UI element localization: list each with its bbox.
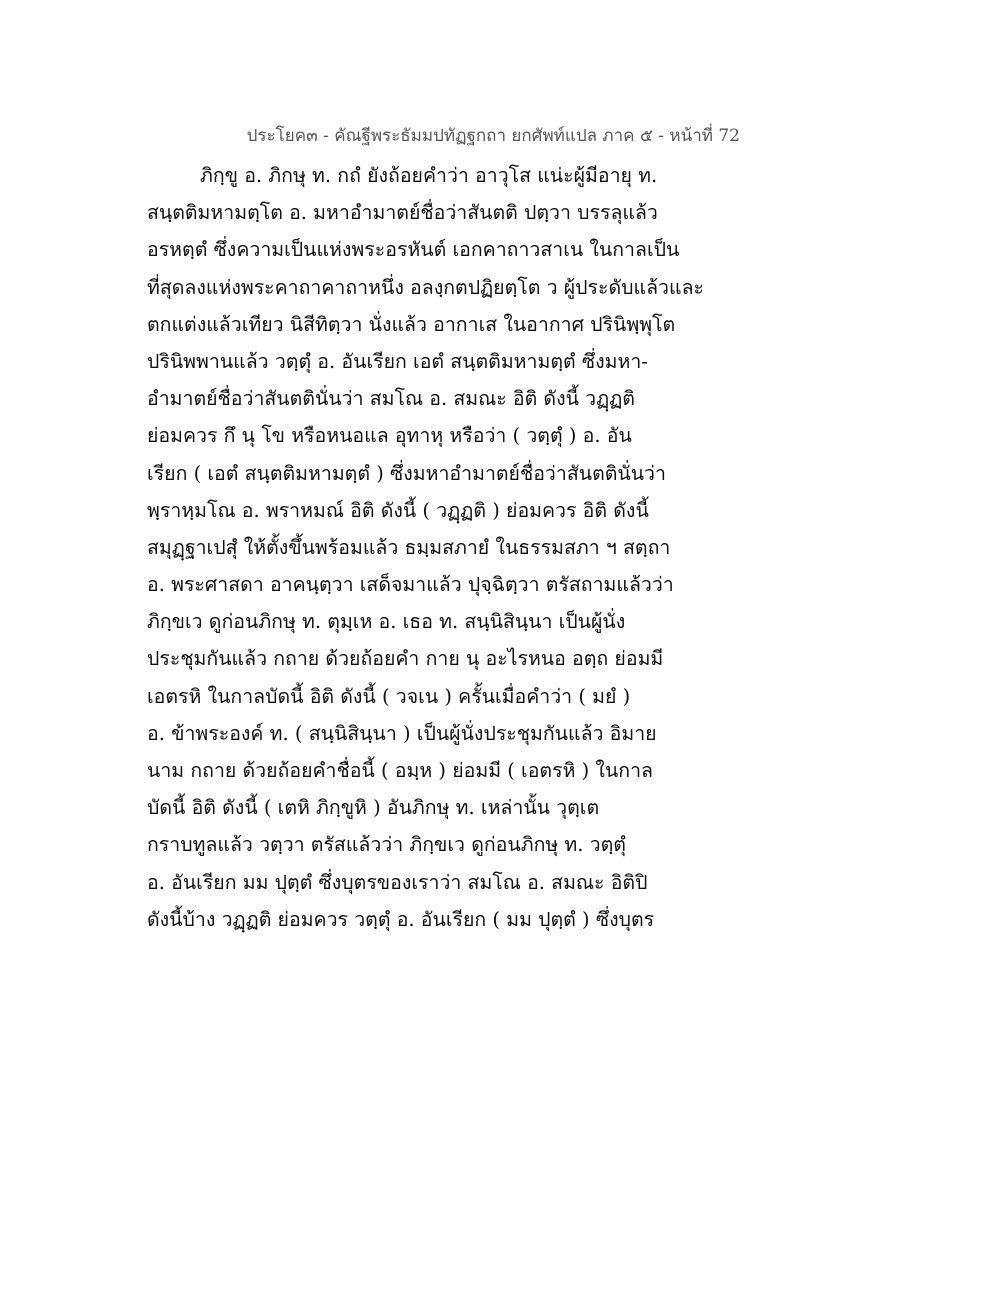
text-line: พฺราหฺมโณ อ. พราหมณ์ อิติ ดังนี้ ( วฏฺฏติ ) ย่อมควร อิติ ดังนี้ xyxy=(147,498,649,522)
text-line: เรียก ( เอตํ สนฺตติมหามตฺตํ ) ซึ่งมหาอำมาตย์ชื่อว่าสันตตินั่นว่า xyxy=(147,461,666,485)
text-line: สนฺตติมหามตฺโต อ. มหาอำมาตย์ชื่อว่าสันตติ ปตฺวา บรรลุแล้ว xyxy=(147,201,658,225)
text-line: เอตรหิ ในกาลบัดนี้ อิติ ดังนี้ ( วจเน ) ครั้นเมื่อคำว่า ( มยํ ) xyxy=(147,684,631,708)
text-line: นาม กถาย ด้วยถ้อยคำชื่อนี้ ( อมฺห ) ย่อมมี ( เอตรหิ ) ในกาล xyxy=(147,759,653,782)
text-line: ตกแต่งแล้วเทียว นิสีทิตฺวา นั่งแล้ว อากาเส ในอากาศ ปรินิพฺพุโต xyxy=(147,312,676,336)
text-line: กราบทูลแล้ว วตฺวา ตรัสแล้วว่า ภิกฺขเว ดูก่อนภิกษุ ท. วตฺตุํ xyxy=(147,833,626,857)
text-line: ภิกฺขู อ. ภิกษุ ท. กถํ ยังถ้อยคำว่า อาวุโส แน่ะผู้มีอายุ ท. xyxy=(200,164,658,187)
body-text xyxy=(147,157,747,938)
text-line: อ. อันเรียก มม ปุตฺตํ ซึ่งบุตรของเราว่า สมโณ อ. สมณะ อิติปิ xyxy=(147,870,648,894)
text-line: สมุฏฺฐาเปสุํ ให้ตั้งขึ้นพร้อมแล้ว ธมฺมสภายํ ในธรรมสภา ฯ สตฺถา xyxy=(147,535,671,559)
text-line: ปรินิพพานแล้ว วตฺตุํ อ. อันเรียก เอตํ สนฺตติมหามตฺตํ ซึ่งมหา- xyxy=(147,349,648,373)
text-line: บัดนี้ อิติ ดังนี้ ( เตหิ ภิกฺขูหิ ) อันภิกษุ ท. เหล่านั้น วุตฺเต xyxy=(147,796,600,820)
running-header: ประโยค๓ - คัณฐีพระธัมมปทัฏฐกถา ยกศัพท์แปล ภาค ๕ - หน้าที่ 72 xyxy=(246,126,740,146)
text-line: ที่สุดลงแห่งพระคาถาคาถาหนึ่ง อลงฺกตปฏิยตฺโต ว ผู้ประดับแล้วและ xyxy=(147,275,704,299)
text-line: อำมาตย์ชื่อว่าสันตตินั่นว่า สมโณ อ. สมณะ อิติ ดังนี้ วฏฺฏติ xyxy=(147,387,635,411)
text-line: อ. ข้าพระองค์ ท. ( สนฺนิสินฺนา ) เป็นผู้นั่งประชุมกันแล้ว อิมาย xyxy=(147,721,657,745)
text-line: ประชุมกันแล้ว กถาย ด้วยถ้อยคำ กาย นุ อะไรหนอ อตฺถ ย่อมมี xyxy=(147,647,664,671)
text-line: ย่อมควร กึ นุ โข หรือหนอแล อุทาหุ หรือว่า ( วตฺตุํ ) อ. อัน xyxy=(147,424,632,448)
text-line: อ. พระศาสดา อาคนฺตฺวา เสด็จมาแล้ว ปุจฺฉิตฺวา ตรัสถามแล้วว่า xyxy=(147,573,674,597)
text-line: อรหตฺตํ ซึ่งความเป็นแห่งพระอรหันต์ เอกคาถาวสาเน ในกาลเป็น xyxy=(147,238,680,262)
text-line: ดังนี้บ้าง วฏฺฏติ ย่อมควร วตฺตุํ อ. อันเรียก ( มม ปุตฺตํ ) ซึ่งบุตร xyxy=(147,907,655,931)
text-line: ภิกฺขเว ดูก่อนภิกษุ ท. ตุมฺเห อ. เธอ ท. สนฺนิสินฺนา เป็นผู้นั่ง xyxy=(147,610,626,634)
